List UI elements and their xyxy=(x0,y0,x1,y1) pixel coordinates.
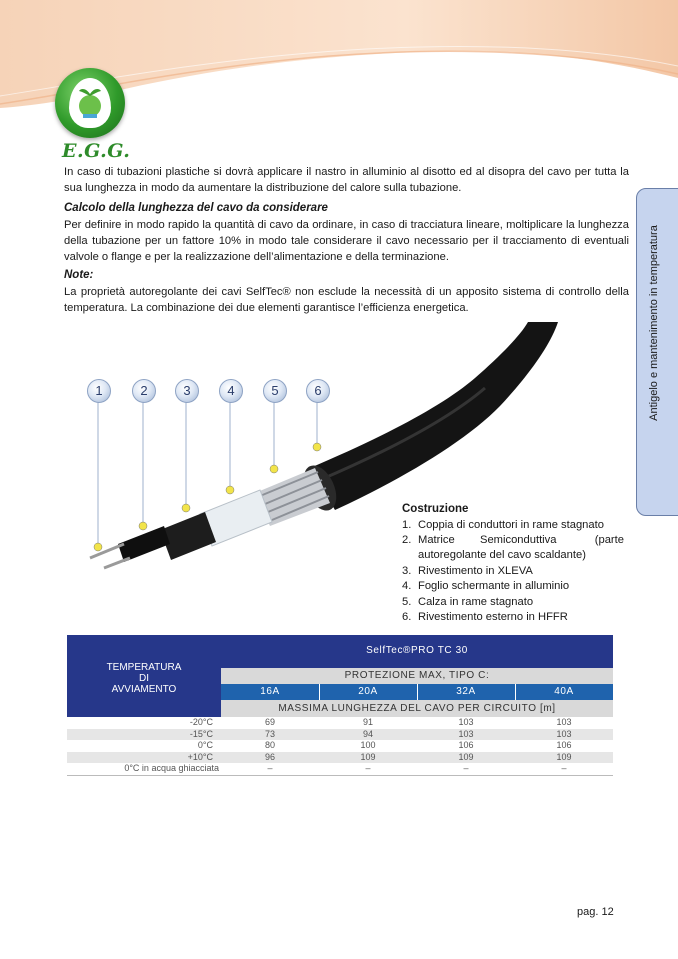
left-header-line: AVVIAMENTO xyxy=(111,684,177,695)
table-left-header xyxy=(67,635,221,717)
costruzione-item xyxy=(402,564,533,580)
costruzione-item xyxy=(418,548,586,564)
table-cell: 103 xyxy=(458,717,474,727)
intro-paragraph: In caso di tubazioni plastiche si dovrà applicare il nastro in alluminio al disotto ed al disopra del cavo per tutta la sua lunghezza in modo da aumentare la distribuzione del calore sulla tubazione. xyxy=(64,166,629,194)
row-temp: 0°C xyxy=(197,740,213,750)
table-cell: 100 xyxy=(360,740,376,750)
row-temp: +10°C xyxy=(187,752,213,762)
table-cell: 109 xyxy=(360,752,376,762)
item-text: (parte xyxy=(594,534,624,546)
marker-3: 3 xyxy=(175,379,199,403)
table-cell: 80 xyxy=(264,740,275,750)
item-number: 5. xyxy=(402,596,412,608)
costruzione-item xyxy=(402,610,568,626)
table-cell: – xyxy=(561,763,567,773)
note-heading: Note: xyxy=(64,269,94,281)
table-subheader: MASSIMA LUNGHEZZA DEL CAVO PER CIRCUITO [m] xyxy=(278,703,556,714)
side-section-tab-label: Antigelo e mantenimento in temperatura xyxy=(648,225,660,421)
marker-5: 5 xyxy=(263,379,287,403)
table-cell: – xyxy=(463,763,469,773)
current-40a: 40A xyxy=(554,686,574,697)
costruzione-item xyxy=(402,518,604,534)
item-text: Rivestimento esterno in HFFR xyxy=(418,611,568,623)
row-temp: -15°C xyxy=(189,729,213,739)
left-header-line: TEMPERATURA xyxy=(106,662,182,673)
table-cell: – xyxy=(365,763,371,773)
table-cell: 69 xyxy=(264,717,275,727)
item-number: 3. xyxy=(402,565,412,577)
note-paragraph: La proprietà autoregolante dei cavi SelfTec® non esclude la necessità di un apposito sistema di controllo della temperatura. La combinazione dei due elementi garantisce l’efficienza energetica. xyxy=(64,286,629,314)
current-20a: 20A xyxy=(358,686,378,697)
item-text: Semiconduttiva xyxy=(480,534,557,546)
marker-6: 6 xyxy=(306,379,330,403)
table-cell: 73 xyxy=(264,729,275,739)
item-text: Calza in rame stagnato xyxy=(418,596,534,608)
item-text: Coppia di conduttori in rame stagnato xyxy=(418,519,604,531)
row-temp: 0°C in acqua ghiacciata xyxy=(124,763,219,773)
plant-globe-icon xyxy=(69,78,111,128)
left-header-line: DI xyxy=(139,673,149,684)
page-number: pag. 12 xyxy=(577,906,614,918)
protection-label: PROTEZIONE MAX, TIPO C: xyxy=(344,670,490,681)
table-cell: 109 xyxy=(556,752,572,762)
marker-1: 1 xyxy=(87,379,111,403)
item-text: Matrice xyxy=(418,534,455,546)
costruzione-item xyxy=(402,533,624,549)
company-logo xyxy=(55,68,125,138)
item-text: autoregolante del cavo scaldante) xyxy=(418,549,586,561)
table-cell: 103 xyxy=(556,717,572,727)
table-cell: 106 xyxy=(556,740,572,750)
table-cell: – xyxy=(267,763,273,773)
logo-text: E.G.G. xyxy=(62,140,131,162)
calc-heading: Calcolo della lunghezza del cavo da considerare xyxy=(64,202,328,214)
table-cell: 103 xyxy=(556,729,572,739)
costruzione-title: Costruzione xyxy=(402,503,469,515)
item-text: Rivestimento in XLEVA xyxy=(418,565,533,577)
item-number: 1. xyxy=(402,519,412,531)
table-cell: 106 xyxy=(458,740,474,750)
table-cell: 94 xyxy=(362,729,373,739)
table-cell: 103 xyxy=(458,729,474,739)
marker-2: 2 xyxy=(132,379,156,403)
item-number: 6. xyxy=(402,611,412,623)
item-number: 2. xyxy=(402,534,412,546)
row-temp: -20°C xyxy=(189,717,213,727)
product-name: SelfTec®PRO TC 30 xyxy=(366,645,468,656)
current-32a: 32A xyxy=(456,686,476,697)
item-text: Foglio schermante in alluminio xyxy=(418,580,570,592)
costruzione-item xyxy=(402,579,569,595)
marker-4: 4 xyxy=(219,379,243,403)
table-cell: 91 xyxy=(362,717,373,727)
calc-paragraph: Per definire in modo rapido la quantità di cavo da ordinare, in caso di tracciatura lineare, moltiplicare la lunghezza della tubazione per un fattore 10% in modo tale considerare il cavo necessario per il tracciamento di eventuali valvole o flange e per la realizzazione dell’alimentazione e della terminazione. xyxy=(64,219,629,263)
table-cell: 109 xyxy=(458,752,474,762)
costruzione-item xyxy=(402,595,533,611)
item-number: 4. xyxy=(402,580,412,592)
current-16a: 16A xyxy=(260,686,280,697)
logo-drop-shape xyxy=(69,78,111,128)
table-cell: 96 xyxy=(264,752,275,762)
